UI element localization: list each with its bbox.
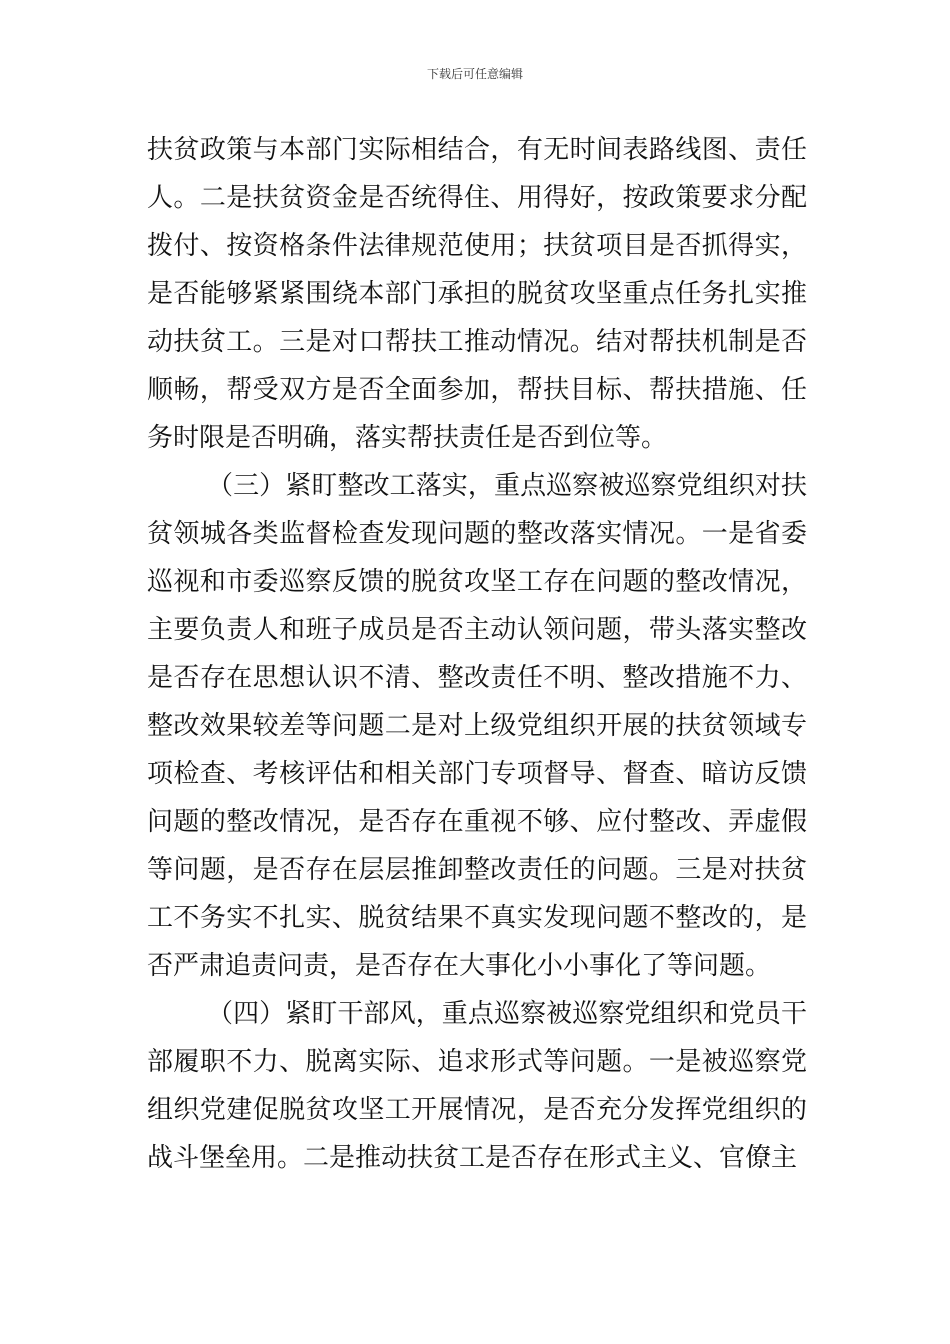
paragraph-section-3: （三）紧盯整改工落实，重点巡察被巡察党组织对扶贫领城各类监督检查发现问题的整改落实情况。一是省委巡视和市委巡察反馈的脱贫攻坚工存在问题的整改情况，主要负责人和班子成员是否主动认领问题，带头落实整改是否存在思想认识不清、整改责任不明、整改措施不力、整改效果较差等问题二是对上级党组织开展的扶贫领域专项检查、考核评估和相关部门专项督导、督查、暗访反馈问题的整改情况，是否存在重视不够、应付整改、弄虚假等问题，是否存在层层推卸整改责任的问题。三是对扶贫工不务实不扎实、脱贫结果不真实发现问题不整改的，是否严肃追责问责，是否存在大事化小小事化了等问题。 [147, 471, 807, 981]
paragraph-continuation: 扶贫政策与本部门实际相结合，有无时间表路线图、责任人。二是扶贫资金是否统得住、用得好，按政策要求分配拨付、按资格条件法律规范使用；扶贫项目是否抓得实，是否能够紧紧围绕本部门承担的脱贫攻坚重点任务扎实推动扶贫工。三是对口帮扶工推动情况。结对帮扶机制是否顺畅，帮受双方是否全面参加，帮扶目标、帮扶措施、任务时限是否明确，落实帮扶责任是否到位等。 [147, 135, 807, 453]
page-header: 下载后可任意编辑 [426, 67, 523, 81]
document-body [147, 126, 807, 1182]
paragraph-section-4: （四）紧盯干部风，重点巡察被巡察党组织和党员干部履职不力、脱离实际、追求形式等问题。一是被巡察党组织党建促脱贫攻坚工开展情况，是否充分发挥党组织的战斗堡垒用。二是推动扶贫工是否存在形式主义、官僚主 [147, 999, 807, 1173]
